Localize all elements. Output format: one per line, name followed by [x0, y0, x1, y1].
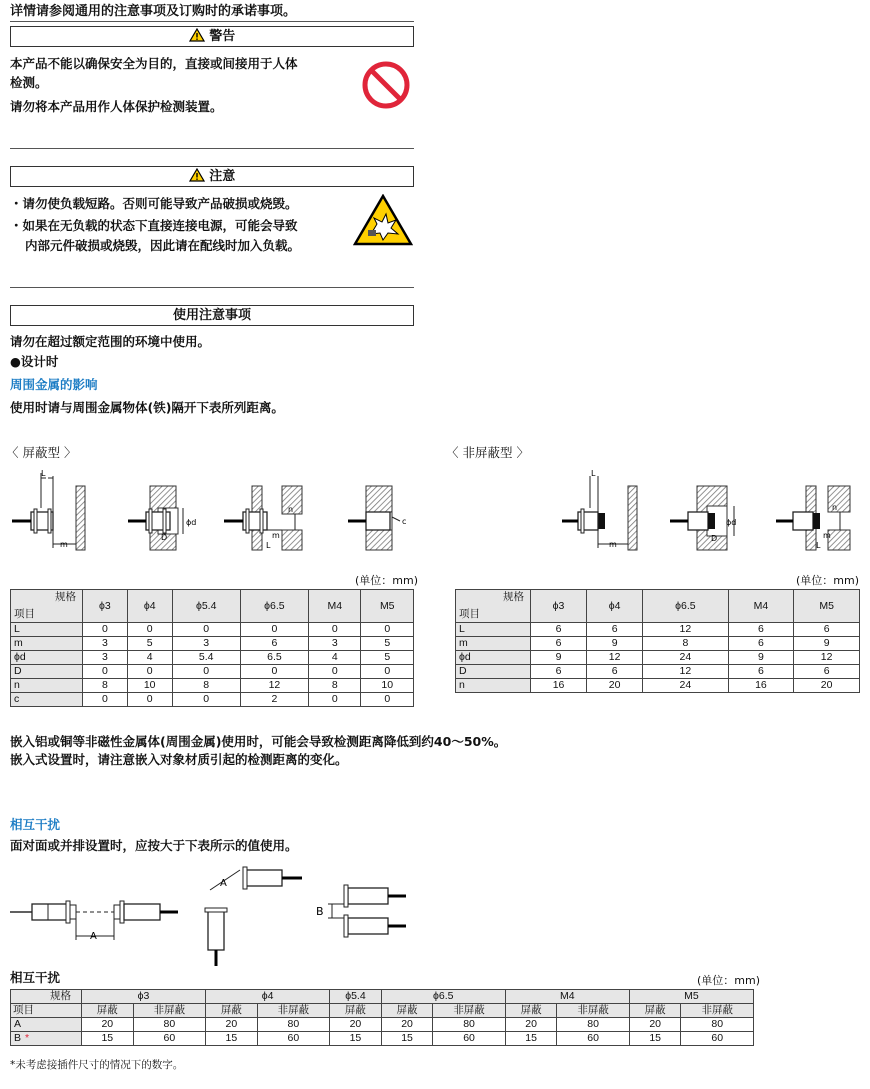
dim-n-u3: n — [832, 503, 838, 512]
mutual-table-title: 相互干扰 — [10, 970, 61, 985]
table-row — [11, 1018, 754, 1032]
table-cell: 15 — [629, 1032, 681, 1046]
table-cell: 12 — [643, 665, 728, 679]
table-cell: 6 — [587, 665, 643, 679]
column-header: ϕ6.5 — [643, 590, 728, 623]
caution-title: 注意 — [209, 169, 236, 184]
group-header: ϕ4 — [206, 990, 330, 1004]
dim-m-u1: m — [609, 540, 617, 549]
row-label — [11, 651, 83, 665]
group-header: ϕ6.5 — [381, 990, 505, 1004]
row-label-text: m — [459, 637, 468, 649]
caution-top-rule — [10, 148, 414, 149]
table-cell: 5 — [361, 651, 414, 665]
table-cell: 80 — [133, 1018, 205, 1032]
table-cell: 3 — [83, 651, 128, 665]
table-cell: 24 — [643, 651, 728, 665]
table-cell: 9 — [587, 637, 643, 651]
table-row — [11, 693, 414, 707]
group-header: ϕ5.4 — [330, 990, 382, 1004]
table-cell: 60 — [133, 1032, 205, 1046]
sub-header: 非屏蔽 — [557, 1004, 629, 1018]
dim-d-2: ϕd — [186, 518, 197, 527]
table-cell: 0 — [172, 693, 240, 707]
column-header: ϕ6.5 — [240, 590, 308, 623]
caution-item-3: 内部元件破损或烧毁，因此请在配线时加入负载。 — [25, 238, 301, 253]
table-cell: 20 — [794, 679, 860, 693]
caution-item-2: ・如果在无负载的状态下直接连接电源，可能会导致 — [10, 218, 298, 233]
shielded-table — [10, 589, 414, 707]
row-label — [11, 665, 83, 679]
table-cell: 6 — [531, 623, 587, 637]
dim-L-1: L — [41, 469, 46, 478]
explosion-warning-icon — [353, 194, 413, 246]
row-label-text: c — [14, 693, 20, 705]
row-label — [11, 1018, 82, 1032]
group-header: M5 — [629, 990, 753, 1004]
table-cell: 0 — [83, 665, 128, 679]
sub-header: 屏蔽 — [629, 1004, 681, 1018]
warning-header — [10, 26, 414, 47]
dim-L-u1: L — [591, 469, 596, 478]
sub-header: 非屏蔽 — [133, 1004, 205, 1018]
row-label-text: ϕd — [459, 651, 471, 663]
row-label-text: L — [459, 623, 465, 635]
table-cell: 20 — [330, 1018, 382, 1032]
table-cell: 6 — [728, 637, 794, 651]
row-label — [11, 693, 83, 707]
table-header-row — [456, 590, 860, 623]
table-cell: 60 — [257, 1032, 329, 1046]
table-row — [456, 679, 860, 693]
column-header: ϕ3 — [83, 590, 128, 623]
table-cell: 12 — [240, 679, 308, 693]
table-row — [456, 665, 860, 679]
sub-header: 屏蔽 — [330, 1004, 382, 1018]
table-cell: 3 — [83, 637, 128, 651]
column-header: M4 — [728, 590, 794, 623]
table-cell: 8 — [643, 637, 728, 651]
group-header: M4 — [505, 990, 629, 1004]
shielded-label: 〈 屏蔽型 〉 — [6, 445, 77, 460]
mutual-footnote: *未考虑接插件尺寸的情况下的数字。 — [10, 1059, 184, 1071]
table-row — [456, 623, 860, 637]
table-cell: 60 — [681, 1032, 754, 1046]
shielded-unit: (单位：mm) — [355, 574, 419, 587]
sub-header: 非屏蔽 — [257, 1004, 329, 1018]
table-cell: 12 — [587, 651, 643, 665]
table-cell: 20 — [629, 1018, 681, 1032]
table-cell: 16 — [531, 679, 587, 693]
table-cell: 80 — [257, 1018, 329, 1032]
row-label — [11, 623, 83, 637]
table-cell: 0 — [240, 623, 308, 637]
table-cell: 8 — [83, 679, 128, 693]
item-label: 项目 — [11, 1004, 82, 1018]
table-cell: 0 — [127, 665, 172, 679]
table-row — [11, 1032, 754, 1046]
table-cell: 12 — [794, 651, 860, 665]
unshielded-unit: (单位：mm) — [796, 574, 860, 587]
table-cell: 0 — [361, 665, 414, 679]
table-cell: 10 — [127, 679, 172, 693]
row-label — [11, 679, 83, 693]
mutual-group-row — [11, 990, 754, 1004]
unshielded-diagram-2 — [670, 486, 737, 550]
mutual-diagrams — [10, 858, 410, 968]
table-cell: 12 — [643, 623, 728, 637]
table-cell: 0 — [172, 665, 240, 679]
table-cell: 0 — [361, 623, 414, 637]
dim-n-3: n — [288, 505, 294, 514]
spec-label: 规格 — [11, 990, 82, 1004]
table-cell: 0 — [83, 623, 128, 637]
sub-header: 屏蔽 — [381, 1004, 433, 1018]
dim-m-u3: m — [823, 531, 831, 540]
table-cell: 9 — [728, 651, 794, 665]
table-cell: 6 — [794, 665, 860, 679]
warning-top-rule — [10, 21, 414, 22]
table-cell: 16 — [728, 679, 794, 693]
row-label — [456, 665, 531, 679]
mutual-unit: (单位：mm) — [697, 974, 761, 987]
table-cell: 6 — [531, 665, 587, 679]
dim-m-3: m — [272, 531, 280, 540]
note-line-1: 嵌入铝或铜等非磁性金属体(周围金属)使用时，可能会导致检测距离降低到约40～50%。 — [10, 734, 507, 749]
item-label: 项目 — [459, 608, 480, 620]
unshielded-diagram-3 — [776, 486, 850, 550]
shielded-diagrams — [10, 468, 414, 566]
unshielded-table — [455, 589, 860, 693]
warning-triangle-icon — [189, 28, 205, 42]
side-by-side-diagram — [328, 885, 406, 937]
table-cell: 3 — [172, 637, 240, 651]
row-label-text: D — [14, 665, 22, 677]
table-cell: 60 — [557, 1032, 629, 1046]
note-line-2: 嵌入式设置时，请注意嵌入对象材质引起的检测距离的变化。 — [10, 752, 348, 767]
corner-header — [11, 590, 83, 623]
usage-title: 使用注意事项 — [172, 308, 251, 323]
table-row — [11, 637, 414, 651]
dim-c-4: c — [402, 517, 407, 526]
table-cell: 15 — [381, 1032, 433, 1046]
warning-title: 警告 — [209, 29, 236, 44]
row-label-text: n — [459, 679, 465, 691]
table-cell: 4 — [127, 651, 172, 665]
table-cell: 2 — [240, 693, 308, 707]
warning-line-3: 请勿将本产品用作人体保护检测装置。 — [10, 99, 223, 114]
table-cell: 0 — [240, 665, 308, 679]
table-cell: 20 — [587, 679, 643, 693]
table-cell: 8 — [309, 679, 361, 693]
dim-L-3: L — [266, 541, 271, 550]
table-cell: 6.5 — [240, 651, 308, 665]
sub-header: 屏蔽 — [505, 1004, 557, 1018]
column-header: ϕ4 — [127, 590, 172, 623]
table-cell: 20 — [381, 1018, 433, 1032]
sub-header: 屏蔽 — [206, 1004, 258, 1018]
metal-heading: 周围金属的影响 — [10, 377, 98, 392]
shielded-diagram-4 — [348, 486, 400, 550]
dim-d-u2: ϕd — [726, 518, 737, 527]
table-cell: 15 — [330, 1032, 382, 1046]
dim-D-u2: D — [711, 534, 718, 543]
table-header-row — [11, 590, 414, 623]
row-label-text: B — [14, 1032, 22, 1044]
table-row — [11, 679, 414, 693]
table-cell: 5.4 — [172, 651, 240, 665]
intro-text: 详情请参阅通用的注意事项及订购时的承诺事项。 — [10, 4, 297, 19]
table-cell: 20 — [505, 1018, 557, 1032]
column-header: M5 — [361, 590, 414, 623]
usage-header — [10, 305, 414, 326]
table-cell: 6 — [728, 623, 794, 637]
row-label-text: D — [459, 665, 467, 677]
table-cell: 6 — [240, 637, 308, 651]
table-cell: 0 — [127, 623, 172, 637]
sub-header: 屏蔽 — [82, 1004, 134, 1018]
table-cell: 6 — [728, 665, 794, 679]
row-label — [11, 637, 83, 651]
mutual-table — [10, 989, 754, 1046]
table-cell: 15 — [206, 1032, 258, 1046]
shielded-diagram-3 — [224, 486, 302, 550]
table-cell: 6 — [794, 623, 860, 637]
shielded-diagram-2 — [128, 486, 183, 550]
mutual-table-body — [11, 1018, 754, 1046]
row-label-text: m — [14, 637, 23, 649]
item-label: 项目 — [14, 608, 35, 620]
table-cell: 20 — [206, 1018, 258, 1032]
table-cell: 24 — [643, 679, 728, 693]
table-cell: 0 — [127, 693, 172, 707]
table-cell: 10 — [361, 679, 414, 693]
shielded-table-body — [11, 623, 414, 707]
caution-item-1: ・请勿使负载短路。否则可能导致产品破损或烧毁。 — [10, 196, 298, 211]
table-row — [456, 637, 860, 651]
unshielded-diagrams — [450, 468, 860, 566]
dim-m-1: m — [60, 540, 68, 549]
table-cell: 6 — [587, 623, 643, 637]
warning-triangle-icon — [189, 168, 205, 182]
mutual-text: 面对面或并排设置时，应按大于下表所示的值使用。 — [10, 838, 298, 853]
usage-top-rule — [10, 287, 414, 288]
table-cell: 0 — [361, 693, 414, 707]
dim-A-1: A — [90, 931, 97, 942]
table-cell: 15 — [82, 1032, 134, 1046]
design-heading: ●设计时 — [10, 354, 59, 369]
column-header: M5 — [794, 590, 860, 623]
column-header: ϕ5.4 — [172, 590, 240, 623]
table-cell: 6 — [531, 637, 587, 651]
dim-A-2: A — [220, 878, 227, 889]
group-header: ϕ3 — [82, 990, 206, 1004]
table-cell: 80 — [681, 1018, 754, 1032]
table-cell: 3 — [309, 637, 361, 651]
unshielded-diagram-1 — [562, 476, 637, 550]
dim-D-2: D — [161, 533, 168, 542]
table-cell: 9 — [531, 651, 587, 665]
unshielded-label: 〈 非屏蔽型 〉 — [446, 445, 529, 460]
table-cell: 0 — [309, 623, 361, 637]
row-label — [456, 651, 531, 665]
column-header: M4 — [309, 590, 361, 623]
row-label — [456, 637, 531, 651]
mutual-heading: 相互干扰 — [10, 817, 61, 832]
metal-text: 使用时请与周围金属物体(铁)隔开下表所列距离。 — [10, 400, 284, 415]
column-header: ϕ4 — [587, 590, 643, 623]
column-header: ϕ3 — [531, 590, 587, 623]
table-cell: 8 — [172, 679, 240, 693]
table-row — [11, 665, 414, 679]
usage-line: 请勿在超过额定范围的环境中使用。 — [10, 334, 211, 349]
table-row — [11, 651, 414, 665]
table-cell: 0 — [309, 665, 361, 679]
table-cell: 80 — [433, 1018, 505, 1032]
table-cell: 15 — [505, 1032, 557, 1046]
sub-header: 非屏蔽 — [433, 1004, 505, 1018]
table-cell: 4 — [309, 651, 361, 665]
table-cell: 9 — [794, 637, 860, 651]
table-cell: 5 — [127, 637, 172, 651]
table-cell: 80 — [557, 1018, 629, 1032]
table-cell: 20 — [82, 1018, 134, 1032]
row-label-text: A — [14, 1018, 22, 1030]
warning-line-1: 本产品不能以确保安全为目的，直接或间接用于人体 — [10, 56, 298, 71]
table-cell: 60 — [433, 1032, 505, 1046]
row-label-text: n — [14, 679, 20, 691]
unshielded-table-body — [456, 623, 860, 693]
row-label — [456, 623, 531, 637]
table-row — [11, 623, 414, 637]
row-label — [11, 1032, 82, 1046]
corner-header — [456, 590, 531, 623]
mutual-sub-row — [11, 1004, 754, 1018]
warning-line-2: 检测。 — [10, 75, 48, 90]
table-cell: 0 — [172, 623, 240, 637]
sub-header: 非屏蔽 — [681, 1004, 754, 1018]
table-row — [456, 651, 860, 665]
caution-header — [10, 166, 414, 187]
dim-B: B — [316, 905, 324, 918]
prohibition-icon — [361, 60, 411, 110]
spec-label: 规格 — [503, 591, 524, 603]
table-cell: 0 — [83, 693, 128, 707]
table-cell: 5 — [361, 637, 414, 651]
row-label — [456, 679, 531, 693]
spec-label: 规格 — [55, 591, 76, 603]
shielded-diagram-1 — [12, 473, 85, 550]
dim-L-u3: L — [816, 541, 821, 550]
footnote-star: * — [25, 1032, 30, 1044]
row-label-text: ϕd — [14, 651, 26, 663]
table-cell: 0 — [309, 693, 361, 707]
row-label-text: L — [14, 623, 20, 635]
